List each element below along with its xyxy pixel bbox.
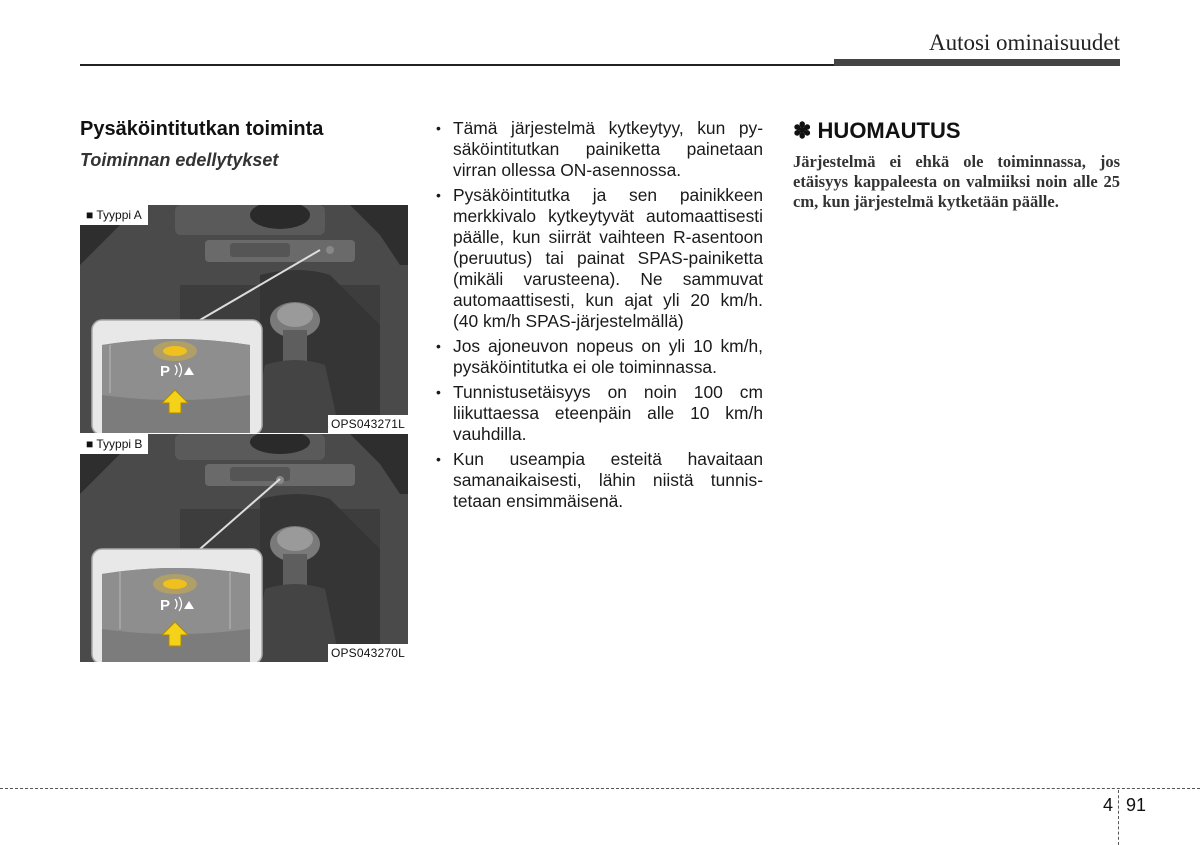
- chapter-number: 4: [1103, 795, 1114, 815]
- figure-type-a: [80, 205, 408, 433]
- section-title: Pysäköintitutkan toiminta: [80, 118, 324, 140]
- running-header-title: Autosi ominaisuudet: [928, 30, 1120, 55]
- note-title: ✽ HUOMAUTUS: [793, 118, 961, 143]
- list-item: • Tämä järjestelmä kytkeytyy, kun pysäköintitutkan painiketta painetaan virran ollessa ON-asennossa.: [436, 118, 763, 181]
- svg-text:P: P: [160, 363, 171, 380]
- conditions-bullet-list: [436, 118, 763, 516]
- figure-code-label: OPS043270L: [328, 644, 408, 662]
- header-accent-bar: [834, 59, 1120, 66]
- figure-type-b: [80, 434, 408, 662]
- parking-sensor-illustration-b: [80, 434, 408, 662]
- page-number: 91: [1126, 795, 1147, 815]
- list-item: • Jos ajoneuvon nopeus on yli 10 km/h, pysäköintitutka ei ole toiminnassa.: [436, 336, 763, 378]
- footer-rule: [0, 788, 1200, 789]
- figure-type-label: ■ Tyyppi A: [80, 205, 148, 225]
- section-subtitle: Toiminnan edellytykset: [80, 150, 279, 170]
- list-item: • Tunnistusetäisyys on noin 100 cm liikuttaessa eteenpäin alle 10 km/h vauhdilla.: [436, 382, 763, 445]
- figure-type-label: ■ Tyyppi B: [80, 434, 148, 454]
- svg-text:P: P: [160, 597, 171, 614]
- footer-divider: [1118, 790, 1119, 845]
- parking-sensor-illustration-a: [80, 205, 408, 433]
- list-item: • Pysäköintitutka ja sen painikkeen merkkivalo kytkeytyvät automaattisesti päälle, kun siirrät vaihteen R-asentoon (peruutus) tai painat SPAS-painiketta (mikäli varusteena). Ne sammuvat automaattisesti, kun ajat yli 20 km/h. (40 km/h SPAS-järjestelmällä): [436, 185, 763, 332]
- figure-code-label: OPS043271L: [328, 415, 408, 433]
- list-item: • Kun useampia esteitä havaitaan samanaikaisesti, lähin niistä tunnistetaan ensimmäisenä.: [436, 449, 763, 512]
- note-body: Järjestelmä ei ehkä ole toiminnassa, jos etäisyys kappaleesta on valmiiksi noin alle 25 cm, kun järjestelmä kytketään päälle.: [793, 152, 1120, 211]
